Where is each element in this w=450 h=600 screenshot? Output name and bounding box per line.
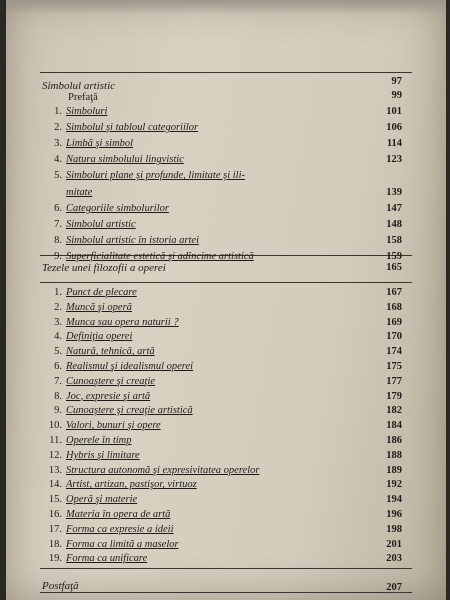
entry-number: 10. [48,420,62,432]
toc-entry [0,509,440,523]
toc-entry [0,331,440,345]
entry-number: 9. [54,405,62,417]
page-number: 101 [386,106,402,117]
entry-title: Punct de plecare [66,287,137,298]
divider-line [40,72,412,73]
entry-number: 6. [54,361,62,372]
toc-entry [0,524,440,538]
page-number: 169 [386,316,402,328]
toc-entry [0,420,440,434]
entry-number: 4. [54,331,62,343]
entry-number: 8. [54,390,62,402]
page-number: 196 [386,509,402,520]
toc-entry [0,235,440,249]
entry-title: Cunoaştere şi creaţie artistică [66,405,193,417]
entry-number: 2. [54,301,62,313]
entry-number: 14. [48,479,62,491]
entry-title: Simboluri [66,106,108,117]
page-number: 201 [386,538,402,550]
section-title: Postfaţă [42,580,79,592]
page-number: 159 [386,250,402,262]
divider-line [40,568,412,569]
toc-entry [0,346,440,360]
page-number: 182 [386,405,402,417]
toc-entry [0,122,440,136]
page-number: 168 [386,301,402,313]
entry-number: 7. [54,375,62,387]
toc-entry [0,494,440,508]
entry-title: Limbă şi simbol [66,138,134,150]
entry-title: Cunoaştere şi creaţie [66,375,156,387]
toc-entry [0,138,440,152]
entry-title: mitate [66,186,93,198]
entry-title: Forma ca unificare [66,553,148,565]
entry-number: 5. [54,170,62,182]
page-number: 203 [386,553,402,565]
entry-title: Valori, bunuri şi opere [66,420,161,432]
page-number: 147 [386,202,402,214]
toc-entry [0,553,440,567]
section-title: Tezele unei filozofii a operei [42,262,166,274]
page-number: 189 [386,464,402,476]
toc-entry [0,376,440,390]
page-number: 123 [386,154,402,166]
toc-entry [0,302,440,316]
page-number: 177 [386,375,402,387]
toc-entry [0,287,440,301]
toc-entry [0,219,440,233]
entry-number: 12. [48,449,62,461]
entry-number: 3. [54,316,62,328]
toc-entry [0,391,440,405]
page-number: 99 [391,90,402,101]
toc-entry [0,479,440,493]
entry-title: Operă şi materie [66,494,138,506]
toc-entry [0,170,440,184]
page-number: 194 [386,494,402,506]
entry-number: 8. [54,234,62,246]
entry-number: 4. [54,154,62,166]
entry-title: Natura simbolului lingvistic [66,154,184,166]
toc-entry [0,450,440,464]
toc-entry [0,539,440,553]
entry-number: 17. [48,523,62,535]
toc-entry [0,154,440,168]
page-number: 207 [386,582,402,593]
toc-entry [0,187,440,201]
page-number: 114 [386,138,402,150]
entry-title: Artist, artizan, pastişor, virtuoz [66,479,197,491]
entry-number: 2. [54,122,62,134]
entry-title: Forma ca expresie a ideii [66,523,174,535]
page-number: 139 [386,186,402,198]
toc-section [0,262,440,276]
entry-number: 18. [48,538,62,550]
entry-title: Realismul şi idealismul operei [66,361,194,372]
page-number: 175 [386,361,402,372]
entry-number: 3. [54,138,62,150]
entry-number: 7. [54,218,62,230]
page-number: 158 [386,234,402,246]
entry-title: Definiţia operei [66,331,133,343]
entry-title: Simbolul artistic în istoria artei [66,234,200,246]
page-number: 165 [386,262,402,273]
page-fold-shadow [6,0,446,14]
entry-number: 1. [54,287,62,298]
entry-number: 15. [48,494,62,506]
entry-title: Forma ca limită a maselor [66,538,179,550]
page-number: 148 [386,218,402,230]
page-number: 170 [386,331,402,343]
page-number: 198 [386,523,402,535]
entry-title: Superficialitate estetică şi adîncime artistică [66,250,254,262]
entry-title: Operele în timp [66,435,132,446]
entry-number: 6. [54,202,62,214]
entry-title: Hybris şi limitare [66,449,140,461]
section-title: Simbolul artistic [42,80,116,92]
entry-number: 5. [54,346,62,358]
entry-title: Prefaţă [68,92,98,103]
toc-entry [0,465,440,479]
divider-line [40,282,412,283]
entry-title: Munca sau opera naturii ? [66,316,179,328]
page-number: 174 [386,346,402,358]
entry-number: 16. [48,509,62,520]
entry-number: 9. [54,250,62,262]
toc-entry [0,405,440,419]
toc-entry [0,92,440,106]
page-number: 192 [386,479,402,491]
entry-title: Muncă şi operă [66,301,132,313]
toc-entry [0,203,440,217]
entry-number: 13. [48,464,62,476]
page-number: 106 [386,122,402,134]
entry-title: Simboluri plane şi profunde, limitate şi ili- [66,170,245,182]
entry-title: Natură, tehnică, artă [66,346,155,358]
page-number: 179 [386,390,402,402]
toc-entry [0,435,440,449]
toc-section [0,580,440,594]
entry-title: Simbolul artistic [66,218,136,230]
toc-entry [0,317,440,331]
page-number: 184 [386,420,402,432]
entry-title: Materia în opera de artă [66,509,171,520]
entry-title: Joc, expresie şi artă [66,390,151,402]
toc-entry [0,361,440,375]
toc-entry [0,106,440,120]
entry-title: Simbolul şi tabloul categoriilor [66,122,199,134]
entry-number: 11. [49,435,62,446]
page-number: 167 [386,287,402,298]
page-number: 186 [386,435,402,446]
page-number: 97 [391,76,402,87]
page-number: 188 [386,449,402,461]
entry-number: 19. [48,553,62,565]
entry-title: Structura autonomă şi expresivitatea operelor [66,464,260,476]
entry-title: Categoriile simbolurilor [66,202,169,214]
entry-number: 1. [54,106,62,117]
